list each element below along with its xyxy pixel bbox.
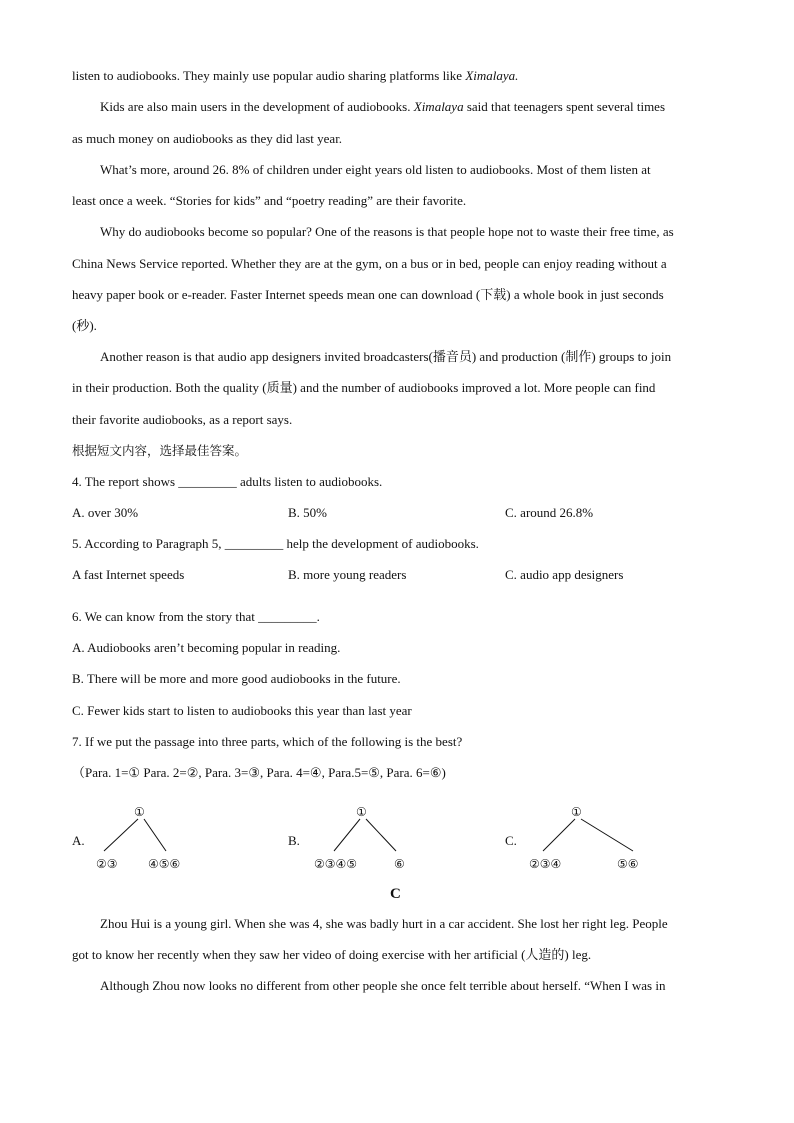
passage-line: least once a week. “Stories for kids” and “poetry reading” are their favorite. [72, 193, 467, 208]
tree-branches [288, 805, 428, 875]
passage-line: Another reason is that audio app designers invited broadcasters(播音员) and production (制作) groups to join [100, 349, 672, 364]
q7-option-c-tree [505, 805, 665, 875]
question-4: 4. The report shows _________ adults listen to audiobooks. [72, 474, 383, 489]
option-letter: A. [72, 833, 85, 848]
tree-right: ④⑤⑥ [148, 857, 181, 871]
section-heading: C [390, 886, 401, 902]
option-letter: C. [505, 833, 517, 848]
passage-line: China News Service reported. Whether they are at the gym, on a bus or in bed, people can enjoy reading without a [72, 256, 667, 271]
passage-line: listen to audiobooks. They mainly use popular audio sharing platforms like Ximalaya. [72, 68, 519, 83]
q7-option-a-tree [72, 805, 212, 875]
tree-left: ②③④⑤ [314, 857, 358, 871]
q7-option-b-tree [288, 805, 428, 875]
passage-line: Zhou Hui is a young girl. When she was 4, she was badly hurt in a car accident. She lost her right leg. People [100, 916, 668, 931]
passage-line: heavy paper book or e-reader. Faster Internet speeds mean one can download (下载) a whole book in just seconds [72, 287, 664, 302]
passage-line: Kids are also main users in the development of audiobooks. Ximalaya said that teenagers spent several times [100, 99, 666, 114]
q6-option-c: C. Fewer kids start to listen to audiobooks this year than last year [72, 703, 412, 718]
q7-legend: （Para. 1=① Para. 2=②, Para. 3=③, Para. 4=④, Para.5=⑤, Para. 6=⑥) [72, 765, 446, 780]
tree-root: ① [134, 805, 145, 819]
q4-option-b: B. 50% [288, 505, 327, 520]
tree-right: ⑥ [394, 857, 405, 871]
passage-line: What’s more, around 26. 8% of children under eight years old listen to audiobooks. Most of them listen at [100, 162, 651, 177]
q4-option-c: C. around 26.8% [505, 505, 594, 520]
passage-line: got to know her recently when they saw her video of doing exercise with her artificial (人造的) leg. [72, 947, 592, 962]
passage-line: as much money on audiobooks as they did last year. [72, 131, 343, 146]
tree-branches [72, 805, 212, 875]
passage-line: Why do audiobooks become so popular? One of the reasons is that people hope not to waste their free time, as [100, 224, 674, 239]
passage-line: in their production. Both the quality (质量) and the number of audiobooks improved a lot. More people can find [72, 380, 656, 395]
q5-option-c: C. audio app designers [505, 567, 624, 582]
q6-option-b: B. There will be more and more good audiobooks in the future. [72, 671, 401, 686]
tree-left: ②③④ [529, 857, 562, 871]
passage-line: their favorite audiobooks, as a report says. [72, 412, 293, 427]
question-6: 6. We can know from the story that _________. [72, 609, 320, 624]
q5-option-a: A fast Internet speeds [72, 567, 185, 582]
tree-root: ① [571, 805, 582, 819]
question-7: 7. If we put the passage into three parts, which of the following is the best? [72, 734, 463, 749]
passage-line: (秒). [72, 318, 97, 333]
question-5: 5. According to Paragraph 5, _________ help the development of audiobooks. [72, 536, 479, 551]
tree-root: ① [356, 805, 367, 819]
instruction: 根据短文内容，选择最佳答案。 [72, 443, 248, 458]
tree-left: ②③ [96, 857, 118, 871]
q5-option-b: B. more young readers [288, 567, 407, 582]
tree-right: ⑤⑥ [617, 857, 639, 871]
q6-option-a: A. Audiobooks aren’t becoming popular in reading. [72, 640, 341, 655]
q4-option-a: A. over 30% [72, 505, 139, 520]
passage-line: Although Zhou now looks no different from other people she once felt terrible about herself. “When I was in [100, 978, 666, 993]
option-letter: B. [288, 833, 300, 848]
